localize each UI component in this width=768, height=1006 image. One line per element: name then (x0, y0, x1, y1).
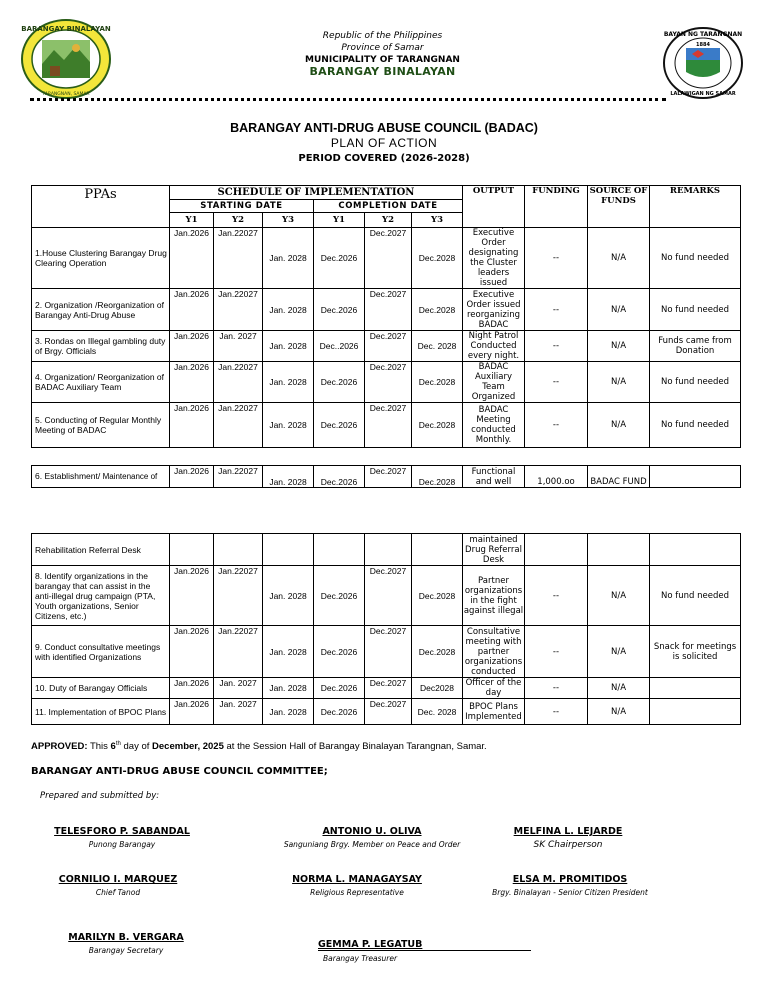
barangay-line: BARANGAY BINALAYAN (309, 65, 456, 78)
empty-cell (650, 534, 741, 566)
start-y3-cell: Jan. 2028 (263, 228, 314, 289)
table-row (32, 566, 741, 626)
end-y2-cell: Dec.2027 (365, 403, 412, 448)
col-starting-date: STARTING DATE (170, 200, 314, 213)
end-y2-cell: Dec.2027 (365, 466, 412, 488)
end-y3-cell: Dec.2028 (412, 626, 463, 678)
barangay-binalayan-seal (20, 18, 112, 100)
ppa-cell: 5. Conducting of Regular Monthly Meeting of BADAC (32, 403, 170, 448)
ppa-cell: 1.House Clustering Barangay Drug Clearing Operation (32, 228, 170, 289)
end-y3-cell: Dec.2028 (412, 289, 463, 331)
remarks-cell: No fund needed (650, 228, 741, 289)
start-y1-cell: Jan.2026 (170, 403, 214, 448)
start-y2-cell: Jan.22027 (214, 466, 263, 488)
start-y3-cell: Jan. 2028 (263, 566, 314, 626)
start-y2-cell: Jan. 2027 (214, 331, 263, 362)
period-covered: PERIOD COVERED (2026-2028) (298, 153, 470, 164)
funding-cell: 1,000.oo (525, 466, 588, 488)
start-y3-cell: Jan. 2028 (263, 699, 314, 725)
start-y3-cell: Jan. 2028 (263, 466, 314, 488)
end-y1-cell: Dec.2026 (314, 566, 365, 626)
output-cell: maintained Drug Referral Desk (463, 534, 525, 566)
col-source: SOURCE OF FUNDS (588, 186, 650, 228)
empty-cell (365, 534, 412, 566)
start-y2-cell: Jan. 2027 (214, 699, 263, 725)
empty-cell (525, 534, 588, 566)
table-row (32, 331, 741, 362)
approval-statement: APPROVED: This 6th day of December, 2025 at the Session Hall of Barangay Binalayan Tarangnan, Samar. (31, 741, 487, 753)
end-y2-cell: Dec.2027 (365, 331, 412, 362)
start-y3-cell: Jan. 2028 (263, 678, 314, 699)
col-end-y1: Y1 (314, 213, 365, 228)
source-cell: N/A (588, 362, 650, 403)
funding-cell: -- (525, 289, 588, 331)
header-divider (30, 98, 666, 101)
remarks-cell: No fund needed (650, 362, 741, 403)
source-cell: N/A (588, 566, 650, 626)
source-cell: N/A (588, 678, 650, 699)
ppa-cell: 9. Conduct consultative meetings with identified Organizations (32, 626, 170, 678)
plan-table-part2 (31, 533, 741, 725)
end-y1-cell: Dec..2026 (314, 331, 365, 362)
empty-cell (214, 534, 263, 566)
start-y2-cell: Jan.22027 (214, 626, 263, 678)
table-row (32, 534, 741, 566)
empty-cell (412, 534, 463, 566)
svg-text:BARANGAY BINALAYAN: BARANGAY BINALAYAN (21, 25, 111, 33)
funding-cell: -- (525, 331, 588, 362)
table-row (32, 466, 741, 488)
start-y2-cell: Jan.22027 (214, 228, 263, 289)
start-y1-cell: Jan.2026 (170, 626, 214, 678)
plan-table-row6 (31, 465, 741, 488)
start-y2-cell: Jan.22027 (214, 289, 263, 331)
end-y1-cell: Dec.2026 (314, 228, 365, 289)
start-y1-cell: Jan.2026 (170, 466, 214, 488)
signatory-secretary: MARILYN B. VERGARA Barangay Secretary (68, 932, 184, 955)
output-cell: Officer of the day (463, 678, 525, 699)
republic-line: Republic of the Philippines (322, 31, 443, 41)
end-y3-cell: Dec.2028 (412, 228, 463, 289)
end-y3-cell: Dec.2028 (412, 566, 463, 626)
empty-cell (588, 534, 650, 566)
committee-heading: BARANGAY ANTI-DRUG ABUSE COUNCIL COMMITTEE; (31, 766, 328, 777)
col-schedule: SCHEDULE OF IMPLEMENTATION (170, 186, 463, 200)
source-cell: N/A (588, 289, 650, 331)
prepared-by-label: Prepared and submitted by: (40, 791, 160, 801)
svg-text:BAYAN NG TARANGNAN: BAYAN NG TARANGNAN (663, 31, 743, 38)
table-body-part2 (32, 566, 741, 725)
col-end-y2: Y2 (365, 213, 412, 228)
funding-cell: -- (525, 626, 588, 678)
signatory-senior-citizen: ELSA M. PROMITIDOS Brgy. Binalayan - Senior Citizen President (492, 874, 648, 897)
signatory-chief-tanod: CORNILIO I. MARQUEZ Chief Tanod (58, 874, 178, 897)
signatory-punong-barangay: TELESFORO P. SABANDAL Punong Barangay (54, 826, 190, 849)
end-y3-cell: Dec2028 (412, 678, 463, 699)
output-cell: BPOC Plans Implemented (463, 699, 525, 725)
document-subtitle: PLAN OF ACTION (330, 136, 438, 150)
end-y3-cell: Dec.2028 (412, 362, 463, 403)
col-output: OUTPUT (463, 186, 525, 228)
start-y2-cell: Jan. 2027 (214, 678, 263, 699)
ppa-cell: 8. Identify organizations in the barangay that can assist in the anti-illegal drug campaign (PTA, Youth organizations, Senior Citizens, etc.) (32, 566, 170, 626)
ppa-cell: Rehabilitation Referral Desk (32, 534, 170, 566)
signatory-religious-rep: NORMA L. MANAGAYSAY Religious Representative (292, 874, 422, 897)
start-y1-cell: Jan.2026 (170, 228, 214, 289)
end-y3-cell: Dec. 2028 (412, 699, 463, 725)
end-y1-cell: Dec.2026 (314, 626, 365, 678)
source-cell: N/A (588, 699, 650, 725)
funding-cell: -- (525, 566, 588, 626)
output-cell: Consultative meeting with partner organizations conducted (463, 626, 525, 678)
ppa-cell: 2. Organization /Reorganization of Barangay Anti-Drug Abuse (32, 289, 170, 331)
start-y3-cell: Jan. 2028 (263, 626, 314, 678)
funding-cell: -- (525, 362, 588, 403)
end-y1-cell: Dec.2026 (314, 699, 365, 725)
table-row (32, 626, 741, 678)
end-y2-cell: Dec.2027 (365, 289, 412, 331)
output-cell: Partner organizations in the fight against illegal (463, 566, 525, 626)
remarks-cell: No fund needed (650, 566, 741, 626)
remarks-cell: No fund needed (650, 403, 741, 448)
empty-cell (170, 534, 214, 566)
start-y1-cell: Jan.2026 (170, 566, 214, 626)
remarks-cell (650, 466, 741, 488)
output-cell: Executive Order designating the Cluster leaders issued (463, 228, 525, 289)
funding-cell: -- (525, 403, 588, 448)
start-y3-cell: Jan. 2028 (263, 289, 314, 331)
table-row (32, 289, 741, 331)
table-row (32, 362, 741, 403)
col-funding: FUNDING (525, 186, 588, 228)
start-y2-cell: Jan.22027 (214, 362, 263, 403)
start-y1-cell: Jan.2026 (170, 699, 214, 725)
ppa-cell: 10. Duty of Barangay Officials (32, 678, 170, 699)
document-title: BARANGAY ANTI-DRUG ABUSE COUNCIL (BADAC) (230, 121, 538, 135)
letterhead (230, 30, 535, 78)
end-y2-cell: Dec.2027 (365, 699, 412, 725)
start-y1-cell: Jan.2026 (170, 362, 214, 403)
remarks-cell: Snack for meetings is solicited (650, 626, 741, 678)
source-cell: N/A (588, 331, 650, 362)
output-cell: Night Patrol Conducted every night. (463, 331, 525, 362)
table-row (32, 678, 741, 699)
output-cell: Executive Order issued reorganizing BADAC (463, 289, 525, 331)
end-y3-cell: Dec.2028 (412, 403, 463, 448)
end-y2-cell: Dec.2027 (365, 228, 412, 289)
start-y1-cell: Jan.2026 (170, 678, 214, 699)
signatory-sk-chairperson: MELFINA L. LEJARDE SK Chairperson (513, 826, 623, 850)
funding-cell: -- (525, 699, 588, 725)
municipality-line: MUNICIPALITY OF TARANGNAN (305, 55, 460, 65)
end-y2-cell: Dec.2027 (365, 362, 412, 403)
signatory-treasurer: GEMMA P. LEGATUB Barangay Treasurer (318, 932, 533, 963)
output-cell: BADAC Auxiliary Team Organized (463, 362, 525, 403)
ppa-cell: 3. Rondas on Illegal gambling duty of Brgy. Officials (32, 331, 170, 362)
source-cell: N/A (588, 228, 650, 289)
end-y1-cell: Dec.2026 (314, 362, 365, 403)
col-completion-date: COMPLETION DATE (314, 200, 463, 213)
start-y2-cell: Jan.22027 (214, 566, 263, 626)
plan-table-part1 (31, 185, 741, 448)
end-y2-cell: Dec.2027 (365, 678, 412, 699)
start-y3-cell: Jan. 2028 (263, 331, 314, 362)
start-y3-cell: Jan. 2028 (263, 362, 314, 403)
output-cell: BADAC Meeting conducted Monthly. (463, 403, 525, 448)
start-y3-cell: Jan. 2028 (263, 403, 314, 448)
svg-text:TARANGNAN, SAMAR: TARANGNAN, SAMAR (42, 92, 90, 97)
ppa-cell: 11. Implementation of BPOC Plans (32, 699, 170, 725)
end-y1-cell: Dec.2026 (314, 466, 365, 488)
output-cell: Functional and well (463, 466, 525, 488)
end-y1-cell: Dec.2026 (314, 678, 365, 699)
funding-cell: -- (525, 678, 588, 699)
svg-text:LALAWIGAN NG SAMAR: LALAWIGAN NG SAMAR (670, 91, 736, 97)
table-row (32, 699, 741, 725)
empty-cell (314, 534, 365, 566)
start-y2-cell: Jan.22027 (214, 403, 263, 448)
remarks-cell: Funds came from Donation (650, 331, 741, 362)
ppa-cell: 4. Organization/ Reorganization of BADAC Auxiliary Team (32, 362, 170, 403)
source-cell: BADAC FUND (588, 466, 650, 488)
col-remarks: REMARKS (650, 186, 741, 228)
end-y1-cell: Dec.2026 (314, 403, 365, 448)
empty-cell (263, 534, 314, 566)
end-y1-cell: Dec.2026 (314, 289, 365, 331)
table-row (32, 403, 741, 448)
source-cell: N/A (588, 626, 650, 678)
municipality-tarangnan-seal (662, 26, 744, 100)
source-cell: N/A (588, 403, 650, 448)
col-start-y3: Y3 (263, 213, 314, 228)
funding-cell: -- (525, 228, 588, 289)
remarks-cell: No fund needed (650, 289, 741, 331)
col-start-y1: Y1 (170, 213, 214, 228)
end-y2-cell: Dec.2027 (365, 626, 412, 678)
start-y1-cell: Jan.2026 (170, 289, 214, 331)
table-body-part1 (32, 228, 741, 448)
table-row (32, 228, 741, 289)
remarks-cell (650, 678, 741, 699)
svg-text:1884: 1884 (696, 42, 710, 48)
end-y2-cell: Dec.2027 (365, 566, 412, 626)
col-ppas: PPAs (32, 186, 170, 228)
end-y3-cell: Dec. 2028 (412, 331, 463, 362)
col-start-y2: Y2 (214, 213, 263, 228)
remarks-cell (650, 699, 741, 725)
signatory-peace-order: ANTONIO U. OLIVA Sanguniang Brgy. Member on Peace and Order (283, 826, 461, 849)
start-y1-cell: Jan.2026 (170, 331, 214, 362)
end-y3-cell: Dec.2028 (412, 466, 463, 488)
province-line: Province of Samar (341, 43, 424, 53)
col-end-y3: Y3 (412, 213, 463, 228)
ppa-cell: 6. Establishment/ Maintenance of (32, 466, 170, 488)
